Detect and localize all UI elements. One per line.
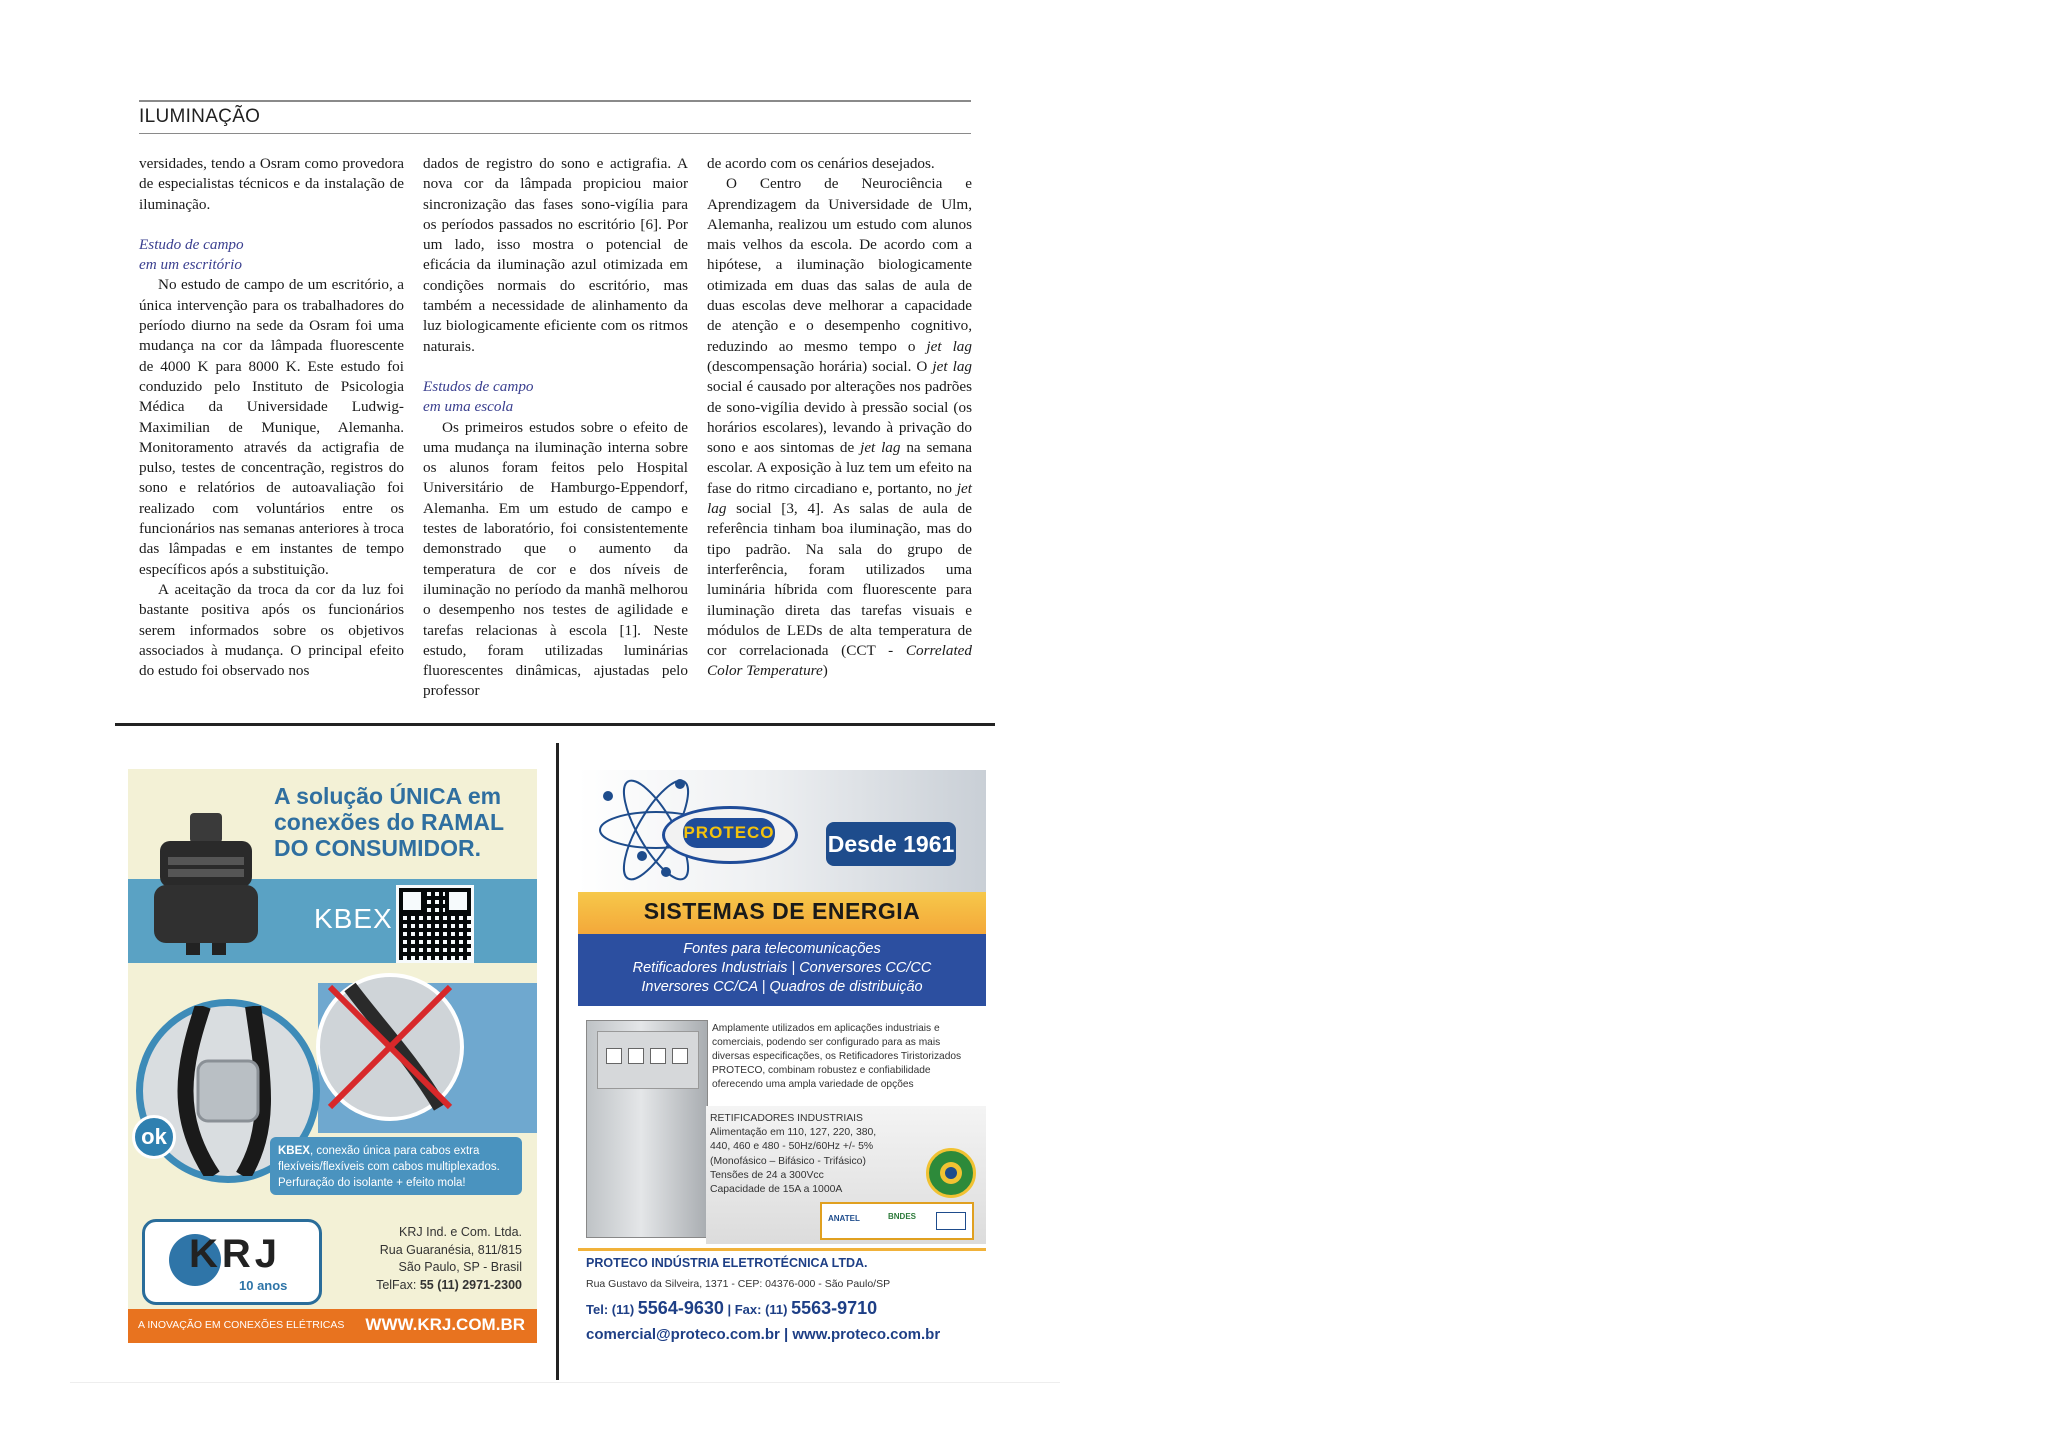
proteco-advertisement[interactable]	[578, 770, 986, 1360]
article-column-1	[139, 154, 404, 681]
product-name: KBEX	[314, 903, 393, 934]
product-lines	[578, 940, 986, 997]
street: Rua Guaranésia, 811/815	[379, 1242, 522, 1257]
product-line: Inversores CC/CA | Quadros de distribuição	[641, 979, 923, 995]
anatel-logo: ANATEL	[828, 1214, 860, 1223]
section-title: ILUMINAÇÃO	[139, 106, 261, 127]
meter-icon	[672, 1048, 688, 1064]
paragraph: Os primeiros estudos sobre o efeito de uma mudança na iluminação interna sobre os alunos foram feitos pelo Hospital Universitário de Hamburgo-Eppendorf, Alemanha. Em um estudo de campo e testes de laboratório, foi consistentemente demonstrado que o aumento da temperatura de cor e dos níveis de iluminação no período da manhã melhorou o desempenho nos testes de agilidade e tarefas relacionas à escola [1]. Neste estudo, foram utilizadas luminárias fluorescentes dinâmicas, ajustadas pelo professor	[423, 418, 688, 700]
ad-footer-bar	[128, 1309, 537, 1343]
contact-links[interactable]: comercial@proteco.com.br | www.proteco.com.br	[586, 1326, 941, 1343]
bndes-logo: BNDES	[888, 1212, 917, 1221]
tagline: A INOVAÇÃO EM CONEXÕES ELÉTRICAS	[138, 1319, 345, 1331]
italic-term: jet lag	[860, 439, 901, 457]
product-line: Retificadores Industriais | Conversores CC/CC	[632, 960, 932, 976]
italic-term: Correlated Color Temperature	[707, 642, 972, 680]
website-link[interactable]: WWW.KRJ.COM.BR	[365, 1315, 525, 1334]
ad-note	[270, 1137, 522, 1195]
specs-title: RETIFICADORES INDUSTRIAIS	[710, 1113, 863, 1124]
company-name: PROTECO INDÚSTRIA ELETROTÉCNICA LTDA.	[586, 1256, 868, 1270]
product-description: Amplamente utilizados em aplicações industriais e comerciais, podendo ser configurado para as mais diversas especificações, os Retificadores Tiristorizados PROTECO, combinam robustez e confiabilidade oferecendo uma ampla variedade de opções	[712, 1023, 962, 1090]
meter-icon	[650, 1048, 666, 1064]
ad-headline: SISTEMAS DE ENERGIA	[643, 898, 921, 924]
logo-subtext: 10 anos	[239, 1278, 288, 1293]
ok-badge: ok	[132, 1115, 176, 1159]
ads-separator-horizontal	[115, 723, 995, 726]
subheading-line: em um escritório	[139, 256, 242, 274]
subheading-line: Estudos de campo	[423, 377, 534, 395]
paragraph: No estudo de campo de um escritório, a única intervenção para os trabalhadores do período diurno na sede da Osram foi uma mudança na cor da lâmpada fluorescente de 4000 K para 8000 K. Este estudo foi conduzido pelo Instituto de Psicologia Médica da Universidade Ludwig-Maximilian de Munique, Alemanha. Monitoramento através da actigrafia de pulso, testes de concentração, registros do sono e relatórios de autoavaliação foi realizado com voluntários entre os funcionários nas semanas anteriores à troca das lâmpadas e em instantes de tempo específicos após a substituição.	[139, 276, 404, 578]
text-run: na semana escolar. A exposição à luz tem um efeito na fase do ritmo circadiano e, portanto, no	[707, 439, 973, 497]
company-name: KRJ Ind. e Com. Ltda.	[399, 1225, 522, 1239]
paragraph: de acordo com os cenários desejados.	[707, 155, 935, 172]
ads-separator-vertical	[556, 743, 559, 1380]
header-rule-top	[139, 100, 971, 102]
italic-term: jet lag	[707, 479, 972, 518]
fax-number: 5563-9710	[791, 1298, 878, 1318]
text-run: )	[822, 662, 828, 680]
note-product: KBEX	[278, 1145, 310, 1157]
spec-line: Tensões de 24 a 300Vcc	[710, 1169, 824, 1181]
logo-text: KRJ	[189, 1232, 282, 1276]
cert-mark-icon	[936, 1212, 966, 1230]
specs-list	[710, 1112, 930, 1197]
text-run: social é causado por alterações nos padrões de sono-vigília devido à pressão social (os horários escolares), levando à privação do sono e aos sintomas de	[707, 378, 972, 457]
product-line: Fontes para telecomunicações	[683, 941, 881, 957]
spec-line: Capacidade de 15A a 1000A	[710, 1184, 843, 1196]
spec-line: 440, 460 e 480 - 50Hz/60Hz +/- 5%	[710, 1141, 874, 1153]
phone-number: 55 (11) 2971-2300	[419, 1277, 522, 1292]
phone-line	[328, 1277, 522, 1295]
connector-product-image	[146, 809, 266, 959]
proteco-logo[interactable]	[662, 806, 798, 864]
krj-advertisement[interactable]	[128, 769, 537, 1343]
krj-logo[interactable]	[142, 1219, 322, 1305]
italic-term: jet lag	[932, 357, 973, 375]
subheading-line: Estudo de campo	[139, 235, 244, 253]
cross-icon	[320, 977, 460, 1117]
qr-code-icon[interactable]	[396, 885, 474, 963]
ad-headline: A solução ÚNICA em conexões do RAMAL DO CONSUMIDOR.	[274, 783, 504, 861]
subheading	[423, 377, 688, 418]
text-run: O Centro de Neurociência e Aprendizagem da Universidade de Ulm, Alemanha, realizou um estudo com alunos mais velhos da escola. De acordo com a hipótese, a iluminação biologicamente otimizada em duas das salas de aula de duas escolas deve melhorar a capacidade de atenção e o desempenho cognitivo, reduzindo ao mesmo tempo o	[707, 175, 972, 355]
note-text: , conexão única para cabos extra flexíveis/flexíveis com cabos multiplexados. Perfuração do isolante + efeito mola!	[278, 1145, 500, 1189]
krj-address	[328, 1224, 522, 1294]
cabinet-panel	[597, 1031, 699, 1089]
phone-label: TelFax:	[376, 1277, 420, 1292]
italic-term: jet lag	[926, 337, 972, 355]
paragraph	[707, 174, 972, 681]
city: São Paulo, SP - Brasil	[398, 1260, 522, 1274]
since-badge: Desde 1961	[826, 822, 956, 866]
brazil-flag-seal-icon	[926, 1148, 976, 1198]
footer-rule	[578, 1248, 986, 1251]
subheading	[139, 235, 404, 276]
fax-label: | Fax: (11)	[723, 1302, 792, 1317]
paragraph: versidades, tendo a Osram como provedora de especialistas técnicos e da instalação de iluminação.	[139, 155, 404, 213]
meter-icon	[606, 1048, 622, 1064]
street: Rua Gustavo da Silveira, 1371 - CEP: 04376-000 - São Paulo/SP	[586, 1278, 891, 1290]
certification-logos	[820, 1202, 974, 1240]
paragraph: dados de registro do sono e actigrafia. A nova cor da lâmpada propiciou maior sincronização das fases sono-vigília para os períodos passados no escritório [6]. Por um lado, isso mostra o potencial de eficácia da iluminação azul otimizada em condições normais do escritório, mas também a necessidade de alinhamento da luz biologicamente eficiente com os ritmos naturais.	[423, 155, 688, 355]
meter-icon	[628, 1048, 644, 1064]
article-column-3	[707, 154, 972, 682]
paragraph: A aceitação da troca da cor da luz foi bastante positiva após os funcionários serem informados sobre os objetivos associados à mudança. O principal efeito do estudo foi observado nos	[139, 580, 404, 680]
spec-line: (Monofásico – Bifásico - Trifásico)	[710, 1155, 866, 1167]
rectifier-cabinet-image	[586, 1020, 708, 1238]
seal-center	[945, 1167, 957, 1179]
text-run: (descompensação horária) social. O	[707, 357, 933, 375]
spec-line: Alimentação em 110, 127, 220, 380,	[710, 1127, 877, 1139]
article-column-2	[423, 154, 688, 702]
phone-line	[586, 1298, 877, 1319]
tel-label: Tel: (11)	[586, 1302, 638, 1317]
installation-photo-wrong	[316, 973, 464, 1121]
brand-name: PROTECO	[683, 818, 775, 848]
subheading-line: em uma escola	[423, 398, 514, 416]
header-rule-bottom	[139, 133, 971, 134]
page-bottom-edge	[70, 1382, 1060, 1383]
text-run: social [3, 4]. As salas de aula de referência tinham boa iluminação, mas do tipo padrão. Na sala do grupo de interferência, foram utilizados uma luminária híbrida com fluorescente para iluminação direta das tarefas visuais e módulos de LEDs de alta temperatura de cor correlacionada (CCT -	[707, 500, 972, 660]
tel-number: 5564-9630	[637, 1298, 724, 1318]
